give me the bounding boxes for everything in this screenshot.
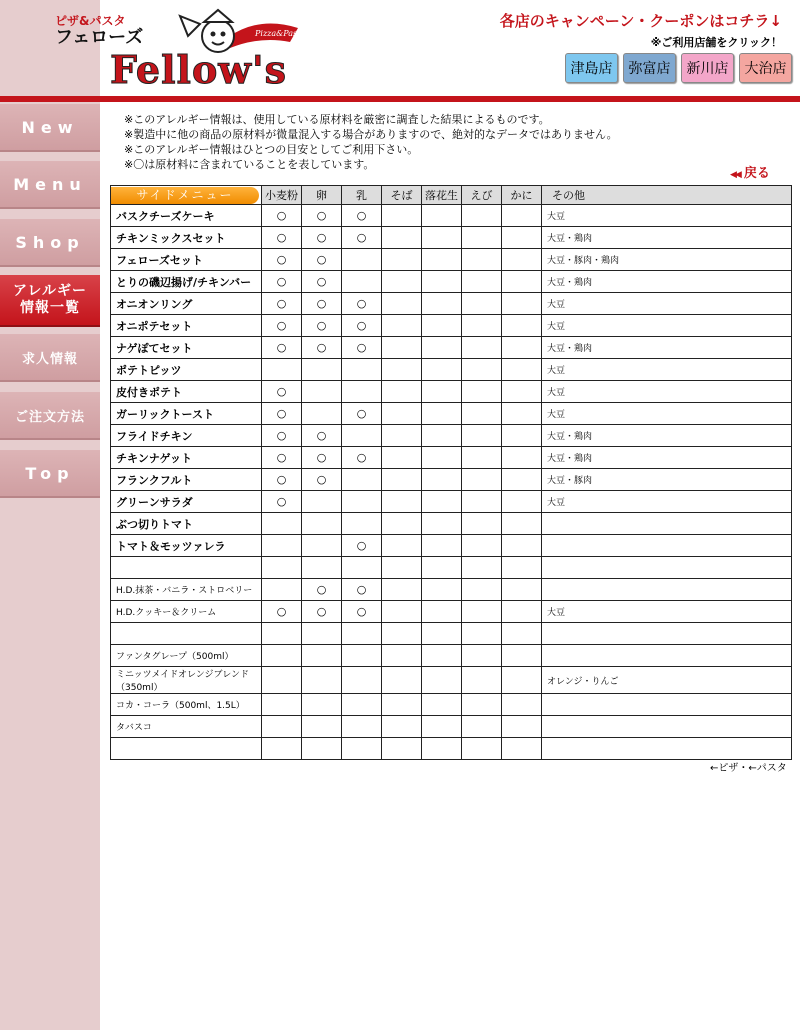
allergen-cell: ○ bbox=[262, 447, 302, 469]
logo-jp-line1: ピザ&パスタ bbox=[55, 14, 126, 28]
column-header: 乳 bbox=[342, 186, 382, 205]
item-name: フライドチキン bbox=[111, 425, 262, 447]
allergen-cell bbox=[462, 557, 502, 579]
other-allergens bbox=[542, 738, 792, 760]
table-row bbox=[111, 623, 792, 645]
allergen-cell: ○ bbox=[302, 205, 342, 227]
allergen-cell bbox=[422, 315, 462, 337]
allergen-cell bbox=[262, 579, 302, 601]
allergen-cell bbox=[422, 293, 462, 315]
item-name: オニポテセット bbox=[111, 315, 262, 337]
allergen-cell bbox=[382, 579, 422, 601]
item-name: フランクフルト bbox=[111, 469, 262, 491]
nav-recruit[interactable]: 求人情報 bbox=[0, 334, 100, 382]
allergen-cell bbox=[262, 359, 302, 381]
allergen-cell bbox=[462, 513, 502, 535]
allergen-cell bbox=[502, 645, 542, 667]
table-row bbox=[111, 579, 792, 601]
allergen-cell: ○ bbox=[262, 403, 302, 425]
allergen-cell bbox=[462, 425, 502, 447]
header-divider bbox=[0, 96, 800, 102]
item-name: バスクチーズケーキ bbox=[111, 205, 262, 227]
allergen-cell bbox=[382, 293, 422, 315]
allergen-cell bbox=[422, 623, 462, 645]
back-arrow-icon: ◀◀ bbox=[730, 170, 740, 180]
allergen-cell: ○ bbox=[342, 227, 382, 249]
allergen-cell bbox=[502, 667, 542, 694]
table-row bbox=[111, 205, 792, 227]
allergen-cell: ○ bbox=[302, 249, 342, 271]
allergen-cell bbox=[502, 738, 542, 760]
item-name bbox=[111, 557, 262, 579]
table-row bbox=[111, 315, 792, 337]
note-line: ※製造中に他の商品の原材料が微量混入する場合がありますので、絶対的なデータではありません。 bbox=[124, 128, 618, 141]
allergen-cell bbox=[342, 716, 382, 738]
item-name: チキンミックスセット bbox=[111, 227, 262, 249]
allergen-cell: ○ bbox=[262, 469, 302, 491]
table-row bbox=[111, 645, 792, 667]
table-row bbox=[111, 469, 792, 491]
allergen-cell bbox=[462, 249, 502, 271]
allergen-cell bbox=[262, 716, 302, 738]
table-row bbox=[111, 535, 792, 557]
allergen-cell: ○ bbox=[262, 315, 302, 337]
store-button-yatomi[interactable]: 弥富店 bbox=[623, 53, 676, 83]
section-header bbox=[111, 186, 262, 205]
table-row bbox=[111, 271, 792, 293]
allergen-cell: ○ bbox=[302, 601, 342, 623]
allergen-cell bbox=[262, 645, 302, 667]
allergen-cell bbox=[422, 579, 462, 601]
allergen-cell bbox=[302, 359, 342, 381]
allergen-cell bbox=[302, 667, 342, 694]
allergen-cell bbox=[382, 447, 422, 469]
allergen-cell bbox=[342, 469, 382, 491]
allergen-cell bbox=[502, 447, 542, 469]
allergen-cell bbox=[382, 557, 422, 579]
allergen-cell bbox=[262, 623, 302, 645]
back-link[interactable] bbox=[730, 162, 770, 181]
table-row bbox=[111, 738, 792, 760]
allergen-cell: ○ bbox=[342, 579, 382, 601]
allergen-cell bbox=[302, 491, 342, 513]
allergen-cell bbox=[262, 694, 302, 716]
table-row bbox=[111, 425, 792, 447]
column-header: かに bbox=[502, 186, 542, 205]
item-name: フェローズセット bbox=[111, 249, 262, 271]
allergen-cell bbox=[382, 694, 422, 716]
allergen-cell bbox=[422, 667, 462, 694]
allergen-cell bbox=[502, 513, 542, 535]
allergen-cell bbox=[342, 359, 382, 381]
column-header: そば bbox=[382, 186, 422, 205]
item-name: H.D.抹茶・バニラ・ストロベリー bbox=[111, 579, 262, 601]
allergen-cell bbox=[382, 359, 422, 381]
allergen-cell bbox=[502, 491, 542, 513]
table-row bbox=[111, 381, 792, 403]
allergen-cell bbox=[262, 535, 302, 557]
table-row bbox=[111, 557, 792, 579]
table-row bbox=[111, 667, 792, 694]
allergen-cell bbox=[422, 447, 462, 469]
other-allergens: 大豆 bbox=[542, 205, 792, 227]
allergen-cell: ○ bbox=[262, 337, 302, 359]
nav-menu[interactable]: Menu bbox=[0, 161, 100, 209]
allergen-cell bbox=[262, 667, 302, 694]
allergen-cell: ○ bbox=[262, 205, 302, 227]
allergen-cell bbox=[302, 623, 342, 645]
allergen-cell bbox=[462, 535, 502, 557]
allergen-cell: ○ bbox=[342, 447, 382, 469]
logo-tagline: Pizza&Pasta bbox=[255, 29, 306, 38]
allergen-cell bbox=[462, 315, 502, 337]
allergen-cell bbox=[502, 271, 542, 293]
allergen-cell bbox=[462, 491, 502, 513]
table-row bbox=[111, 491, 792, 513]
allergen-cell bbox=[342, 645, 382, 667]
item-name: ナゲぽてセット bbox=[111, 337, 262, 359]
allergen-cell bbox=[462, 738, 502, 760]
other-allergens: 大豆・鶏肉 bbox=[542, 447, 792, 469]
other-allergens: 大豆 bbox=[542, 381, 792, 403]
table-row bbox=[111, 716, 792, 738]
item-name: 皮付きポテト bbox=[111, 381, 262, 403]
nav-allergy-info[interactable]: アレルギー情報一覧 bbox=[0, 275, 100, 327]
allergen-cell bbox=[262, 513, 302, 535]
allergen-cell: ○ bbox=[342, 403, 382, 425]
allergen-cell bbox=[502, 601, 542, 623]
logo-japanese[interactable] bbox=[55, 14, 143, 48]
allergen-cell bbox=[302, 694, 342, 716]
allergen-cell: ○ bbox=[262, 271, 302, 293]
allergen-cell bbox=[462, 381, 502, 403]
allergen-cell bbox=[462, 716, 502, 738]
allergen-cell bbox=[382, 623, 422, 645]
allergen-cell bbox=[302, 381, 342, 403]
allergen-cell bbox=[382, 315, 422, 337]
column-header: えび bbox=[462, 186, 502, 205]
allergen-cell bbox=[382, 738, 422, 760]
other-allergens: 大豆・鶏肉 bbox=[542, 425, 792, 447]
other-allergens bbox=[542, 535, 792, 557]
allergen-cell: ○ bbox=[262, 381, 302, 403]
allergen-cell bbox=[502, 337, 542, 359]
allergen-cell: ○ bbox=[302, 293, 342, 315]
allergen-cell bbox=[342, 694, 382, 716]
allergen-cell bbox=[422, 469, 462, 491]
allergen-cell bbox=[502, 381, 542, 403]
allergen-cell bbox=[502, 469, 542, 491]
other-allergens bbox=[542, 557, 792, 579]
allergen-cell: ○ bbox=[302, 447, 342, 469]
allergen-cell bbox=[302, 403, 342, 425]
allergen-cell bbox=[502, 227, 542, 249]
allergen-cell: ○ bbox=[302, 227, 342, 249]
header bbox=[0, 0, 800, 96]
store-button-shinkawa[interactable]: 新川店 bbox=[681, 53, 734, 83]
allergen-cell bbox=[422, 645, 462, 667]
allergen-cell bbox=[502, 205, 542, 227]
table-row bbox=[111, 694, 792, 716]
allergen-cell bbox=[302, 535, 342, 557]
allergen-cell bbox=[262, 738, 302, 760]
allergen-cell bbox=[382, 403, 422, 425]
section-label: サイドメニュー bbox=[111, 187, 259, 204]
allergen-cell bbox=[422, 738, 462, 760]
allergen-cell bbox=[342, 557, 382, 579]
allergen-cell bbox=[462, 359, 502, 381]
allergen-cell bbox=[422, 601, 462, 623]
left-sidebar bbox=[0, 0, 100, 1030]
allergen-cell bbox=[462, 601, 502, 623]
allergen-cell bbox=[462, 205, 502, 227]
allergen-cell bbox=[382, 667, 422, 694]
allergen-cell bbox=[342, 271, 382, 293]
allergen-cell bbox=[462, 694, 502, 716]
note-line: ※〇は原材料に含まれていることを表しています。 bbox=[124, 158, 375, 171]
other-allergens: 大豆 bbox=[542, 293, 792, 315]
allergen-cell: ○ bbox=[342, 293, 382, 315]
other-allergens: 大豆・豚肉・鶏肉 bbox=[542, 249, 792, 271]
column-header: その他 bbox=[542, 186, 792, 205]
allergen-cell: ○ bbox=[302, 271, 342, 293]
allergen-cell bbox=[502, 535, 542, 557]
allergen-cell bbox=[382, 513, 422, 535]
other-allergens: 大豆 bbox=[542, 601, 792, 623]
allergen-cell bbox=[502, 293, 542, 315]
allergen-cell bbox=[422, 205, 462, 227]
table-row bbox=[111, 337, 792, 359]
item-name bbox=[111, 738, 262, 760]
item-name: トマト＆モッツァレラ bbox=[111, 535, 262, 557]
allergen-cell: ○ bbox=[262, 601, 302, 623]
table-row bbox=[111, 447, 792, 469]
allergen-cell: ○ bbox=[342, 535, 382, 557]
other-allergens: 大豆・鶏肉 bbox=[542, 337, 792, 359]
allergen-cell bbox=[462, 623, 502, 645]
store-note: ※ご利用店舗をクリック！ bbox=[650, 36, 782, 49]
allergen-cell bbox=[342, 491, 382, 513]
allergen-cell: ○ bbox=[342, 205, 382, 227]
allergen-cell bbox=[342, 667, 382, 694]
allergen-cell: ○ bbox=[262, 293, 302, 315]
table-row bbox=[111, 249, 792, 271]
other-allergens bbox=[542, 716, 792, 738]
allergen-cell bbox=[302, 645, 342, 667]
allergen-cell: ○ bbox=[342, 337, 382, 359]
allergen-cell: ○ bbox=[302, 579, 342, 601]
allergen-cell bbox=[382, 469, 422, 491]
store-button-oharu[interactable]: 大治店 bbox=[739, 53, 792, 83]
allergen-cell: ○ bbox=[302, 315, 342, 337]
item-name: ミニッツメイドオレンジブレンド（350ml） bbox=[111, 667, 262, 694]
allergen-cell bbox=[302, 716, 342, 738]
allergen-cell bbox=[342, 738, 382, 760]
item-name bbox=[111, 623, 262, 645]
back-label: 戻る bbox=[743, 166, 770, 181]
other-allergens bbox=[542, 513, 792, 535]
allergen-cell: ○ bbox=[302, 425, 342, 447]
allergen-cell bbox=[382, 337, 422, 359]
item-name: ガーリックトースト bbox=[111, 403, 262, 425]
table-row bbox=[111, 359, 792, 381]
allergen-cell bbox=[342, 381, 382, 403]
allergy-table bbox=[110, 185, 792, 760]
allergen-cell bbox=[502, 425, 542, 447]
allergen-cell bbox=[462, 645, 502, 667]
item-name: ポテトピッツ bbox=[111, 359, 262, 381]
other-allergens bbox=[542, 694, 792, 716]
allergen-cell: ○ bbox=[302, 469, 342, 491]
allergen-cell bbox=[502, 716, 542, 738]
allergen-cell bbox=[382, 716, 422, 738]
allergen-cell bbox=[422, 491, 462, 513]
allergen-cell bbox=[342, 425, 382, 447]
allergy-notes bbox=[124, 112, 618, 172]
item-name: コカ・コーラ（500ml、1.5L） bbox=[111, 694, 262, 716]
other-allergens: 大豆 bbox=[542, 315, 792, 337]
table-row bbox=[111, 601, 792, 623]
footer-links[interactable]: ←ピザ・←パスタ bbox=[710, 763, 787, 774]
nav-how-to-order[interactable]: ご注文方法 bbox=[0, 392, 100, 440]
allergen-cell bbox=[462, 447, 502, 469]
allergen-cell bbox=[302, 513, 342, 535]
allergen-cell bbox=[462, 667, 502, 694]
allergen-cell bbox=[502, 249, 542, 271]
item-name: チキンナゲット bbox=[111, 447, 262, 469]
allergen-cell bbox=[502, 694, 542, 716]
allergen-cell: ○ bbox=[262, 249, 302, 271]
allergen-cell bbox=[462, 227, 502, 249]
item-name: オニオンリング bbox=[111, 293, 262, 315]
allergen-cell bbox=[382, 381, 422, 403]
logo-english[interactable]: Fellow's bbox=[110, 47, 288, 92]
table-body bbox=[111, 205, 792, 760]
allergen-cell bbox=[422, 403, 462, 425]
allergen-cell bbox=[502, 403, 542, 425]
nav-top[interactable]: Top bbox=[0, 450, 100, 498]
allergen-cell bbox=[462, 293, 502, 315]
allergen-cell bbox=[422, 337, 462, 359]
other-allergens: 大豆 bbox=[542, 491, 792, 513]
allergen-cell: ○ bbox=[342, 315, 382, 337]
allergen-cell bbox=[422, 227, 462, 249]
allergen-cell bbox=[422, 716, 462, 738]
other-allergens: 大豆 bbox=[542, 403, 792, 425]
store-buttons bbox=[565, 53, 792, 83]
allergen-cell bbox=[462, 579, 502, 601]
allergen-cell bbox=[382, 491, 422, 513]
nav-shop[interactable]: Shop bbox=[0, 219, 100, 267]
allergen-cell bbox=[382, 227, 422, 249]
item-name: とりの磯辺揚げ/チキンバー bbox=[111, 271, 262, 293]
allergen-cell bbox=[502, 359, 542, 381]
allergen-cell: ○ bbox=[302, 337, 342, 359]
item-name: グリーンサラダ bbox=[111, 491, 262, 513]
other-allergens bbox=[542, 623, 792, 645]
allergen-cell bbox=[302, 557, 342, 579]
other-allergens bbox=[542, 579, 792, 601]
allergen-cell bbox=[382, 249, 422, 271]
column-header: 小麦粉 bbox=[262, 186, 302, 205]
allergen-cell bbox=[422, 425, 462, 447]
other-allergens bbox=[542, 645, 792, 667]
logo-jp-line2: フェローズ bbox=[55, 27, 144, 48]
allergen-cell bbox=[382, 205, 422, 227]
allergen-cell bbox=[502, 623, 542, 645]
item-name: タバスコ bbox=[111, 716, 262, 738]
item-name: H.D.クッキー＆クリーム bbox=[111, 601, 262, 623]
allergen-cell: ○ bbox=[262, 491, 302, 513]
allergen-cell bbox=[422, 513, 462, 535]
table-row bbox=[111, 403, 792, 425]
other-allergens: 大豆 bbox=[542, 359, 792, 381]
column-header: 落花生 bbox=[422, 186, 462, 205]
allergen-cell bbox=[302, 738, 342, 760]
table-row bbox=[111, 513, 792, 535]
allergen-cell: ○ bbox=[262, 227, 302, 249]
allergen-cell bbox=[342, 249, 382, 271]
item-name: ぶつ切りトマト bbox=[111, 513, 262, 535]
note-line: ※このアレルギー情報はひとつの目安としてご利用下さい。 bbox=[124, 143, 419, 156]
allergen-cell bbox=[422, 249, 462, 271]
allergen-cell bbox=[382, 425, 422, 447]
table-row bbox=[111, 293, 792, 315]
allergen-cell bbox=[342, 623, 382, 645]
allergen-cell bbox=[462, 337, 502, 359]
table-row bbox=[111, 227, 792, 249]
allergen-cell bbox=[462, 469, 502, 491]
allergen-cell bbox=[382, 535, 422, 557]
note-line: ※このアレルギー情報は、使用している原材料を厳密に調査した結果によるものです。 bbox=[124, 113, 550, 126]
allergen-cell bbox=[382, 601, 422, 623]
allergen-cell bbox=[342, 513, 382, 535]
allergen-cell bbox=[422, 271, 462, 293]
nav-new[interactable]: New bbox=[0, 104, 100, 152]
allergen-cell: ○ bbox=[262, 425, 302, 447]
column-header: 卵 bbox=[302, 186, 342, 205]
allergen-cell bbox=[502, 557, 542, 579]
allergen-cell bbox=[462, 403, 502, 425]
store-button-tsushima[interactable]: 津島店 bbox=[565, 53, 618, 83]
allergen-cell bbox=[382, 271, 422, 293]
allergen-cell bbox=[262, 557, 302, 579]
campaign-text: 各店のキャンペーン・クーポンはコチラ↓ bbox=[499, 12, 782, 30]
other-allergens: オレンジ・りんご bbox=[542, 667, 792, 694]
allergen-cell bbox=[422, 535, 462, 557]
allergen-cell bbox=[462, 271, 502, 293]
allergen-cell bbox=[422, 359, 462, 381]
other-allergens: 大豆・鶏肉 bbox=[542, 227, 792, 249]
table-header-row bbox=[111, 186, 792, 205]
allergen-cell bbox=[382, 645, 422, 667]
other-allergens: 大豆・豚肉 bbox=[542, 469, 792, 491]
allergen-cell bbox=[422, 381, 462, 403]
allergen-cell bbox=[422, 694, 462, 716]
allergen-cell bbox=[422, 557, 462, 579]
other-allergens: 大豆・鶏肉 bbox=[542, 271, 792, 293]
allergen-cell: ○ bbox=[342, 601, 382, 623]
allergen-cell bbox=[502, 315, 542, 337]
allergen-cell bbox=[502, 579, 542, 601]
item-name: ファンタグレープ（500ml） bbox=[111, 645, 262, 667]
